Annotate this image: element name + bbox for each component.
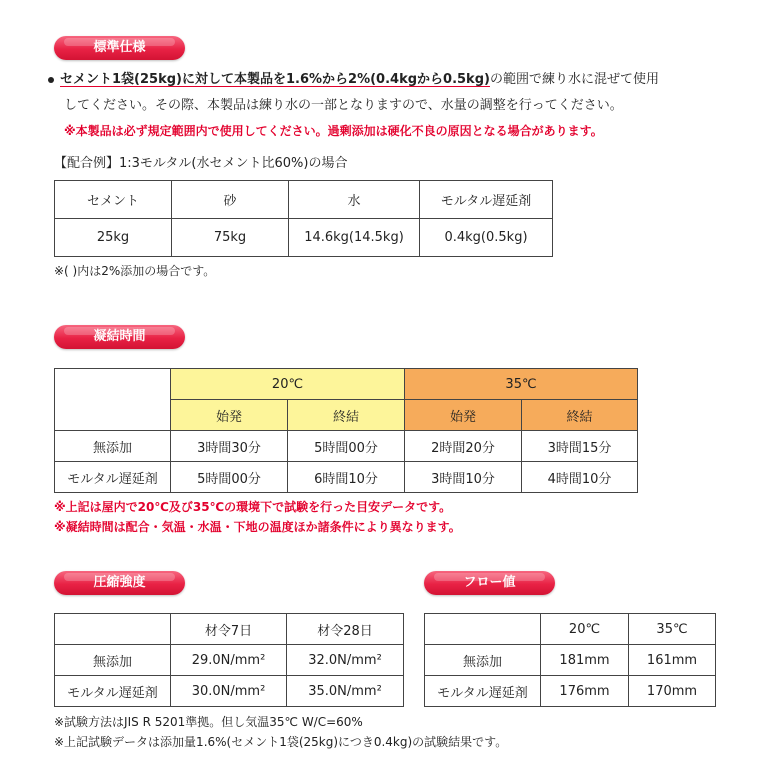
compressive-table: [54, 613, 404, 707]
header-35c: 35℃: [629, 614, 716, 645]
header-7-days: 材令7日: [171, 614, 287, 645]
compressive-heading: 圧縮強度: [54, 571, 185, 595]
cell-value: 3時間10分: [405, 462, 522, 493]
table-row: [55, 369, 638, 400]
standard-line-1-highlight: セメント1袋(25kg)に対して本製品を1.6%から2%(0.4kgから0.5kg): [60, 72, 490, 87]
setting-time-table: [54, 368, 638, 493]
bullet: [48, 77, 54, 83]
flow-table: [424, 613, 716, 707]
header-20c: 20℃: [541, 614, 629, 645]
sub-header-initial-35: 始発: [405, 400, 522, 431]
row-label: モルタル遅延剤: [55, 462, 171, 493]
row-label: 無添加: [55, 431, 171, 462]
header-28-days: 材令28日: [287, 614, 404, 645]
table-row: [425, 676, 716, 707]
table-row: [55, 431, 638, 462]
temp-35-header: 35℃: [405, 369, 638, 400]
row-label: モルタル遅延剤: [55, 676, 171, 707]
cell-value: 3時間30分: [171, 431, 288, 462]
corner-cell: [425, 614, 541, 645]
temp-20-header: 20℃: [171, 369, 405, 400]
value-sand: 75kg: [172, 219, 289, 257]
cell-value: 32.0N/mm²: [287, 645, 404, 676]
cell-value: 5時間00分: [288, 431, 405, 462]
sub-header-initial-20: 始発: [171, 400, 288, 431]
table-row: [55, 181, 553, 219]
cell-value: 29.0N/mm²: [171, 645, 287, 676]
flow-heading: フロー値: [424, 571, 555, 595]
mix-example-label: 【配合例】1:3モルタル(水セメント比60%)の場合: [54, 156, 348, 171]
standard-line-1: [60, 71, 659, 89]
mix-example-table: [54, 180, 553, 257]
sub-header-final-20: 終結: [288, 400, 405, 431]
header-water: 水: [289, 181, 420, 219]
table-row: [55, 462, 638, 493]
corner-cell: [55, 614, 171, 645]
standard-line-2: してください。その際、本製品は練り水の一部となりますので、水量の調整を行ってください。: [64, 98, 623, 113]
cell-value: 161mm: [629, 645, 716, 676]
header-sand: 砂: [172, 181, 289, 219]
header-cement: セメント: [55, 181, 172, 219]
setting-time-heading: 凝結時間: [54, 325, 185, 349]
row-label: モルタル遅延剤: [425, 676, 541, 707]
footnote-1: ※試験方法はJIS R 5201準拠。但し気温35℃ W/C=60%: [54, 715, 363, 729]
mix-example-note: ※( )内は2%添加の場合です。: [54, 264, 216, 278]
standard-line-1-rest: の範囲で練り水に混ぜて使用: [489, 72, 659, 87]
row-label: 無添加: [55, 645, 171, 676]
table-row: [55, 614, 404, 645]
footnote-2: ※上記試験データは添加量1.6%(セメント1袋(25kg)につき0.4kg)の試験結果です。: [54, 735, 508, 749]
table-row: [425, 645, 716, 676]
setting-note-2: ※凝結時間は配合・気温・水温・下地の温度ほか諸条件により異なります。: [54, 520, 461, 534]
table-row: [55, 676, 404, 707]
cell-value: 3時間15分: [522, 431, 638, 462]
corner-cell: [55, 369, 171, 431]
value-cement: 25kg: [55, 219, 172, 257]
cell-value: 35.0N/mm²: [287, 676, 404, 707]
table-row: [55, 219, 553, 257]
header-retarder: モルタル遅延剤: [420, 181, 553, 219]
sub-header-final-35: 終結: [522, 400, 638, 431]
cell-value: 2時間20分: [405, 431, 522, 462]
standard-spec-heading: 標準仕様: [54, 36, 185, 60]
cell-value: 4時間10分: [522, 462, 638, 493]
cell-value: 176mm: [541, 676, 629, 707]
cell-value: 30.0N/mm²: [171, 676, 287, 707]
table-row: [425, 614, 716, 645]
row-label: 無添加: [425, 645, 541, 676]
cell-value: 6時間10分: [288, 462, 405, 493]
value-retarder: 0.4kg(0.5kg): [420, 219, 553, 257]
table-row: [55, 645, 404, 676]
cell-value: 181mm: [541, 645, 629, 676]
setting-note-1: ※上記は屋内で20℃及び35℃の環境下で試験を行った目安データです。: [54, 500, 452, 514]
cell-value: 170mm: [629, 676, 716, 707]
value-water: 14.6kg(14.5kg): [289, 219, 420, 257]
cell-value: 5時間00分: [171, 462, 288, 493]
standard-warning: ※本製品は必ず規定範囲内で使用してください。過剰添加は硬化不良の原因となる場合があります。: [64, 124, 603, 138]
